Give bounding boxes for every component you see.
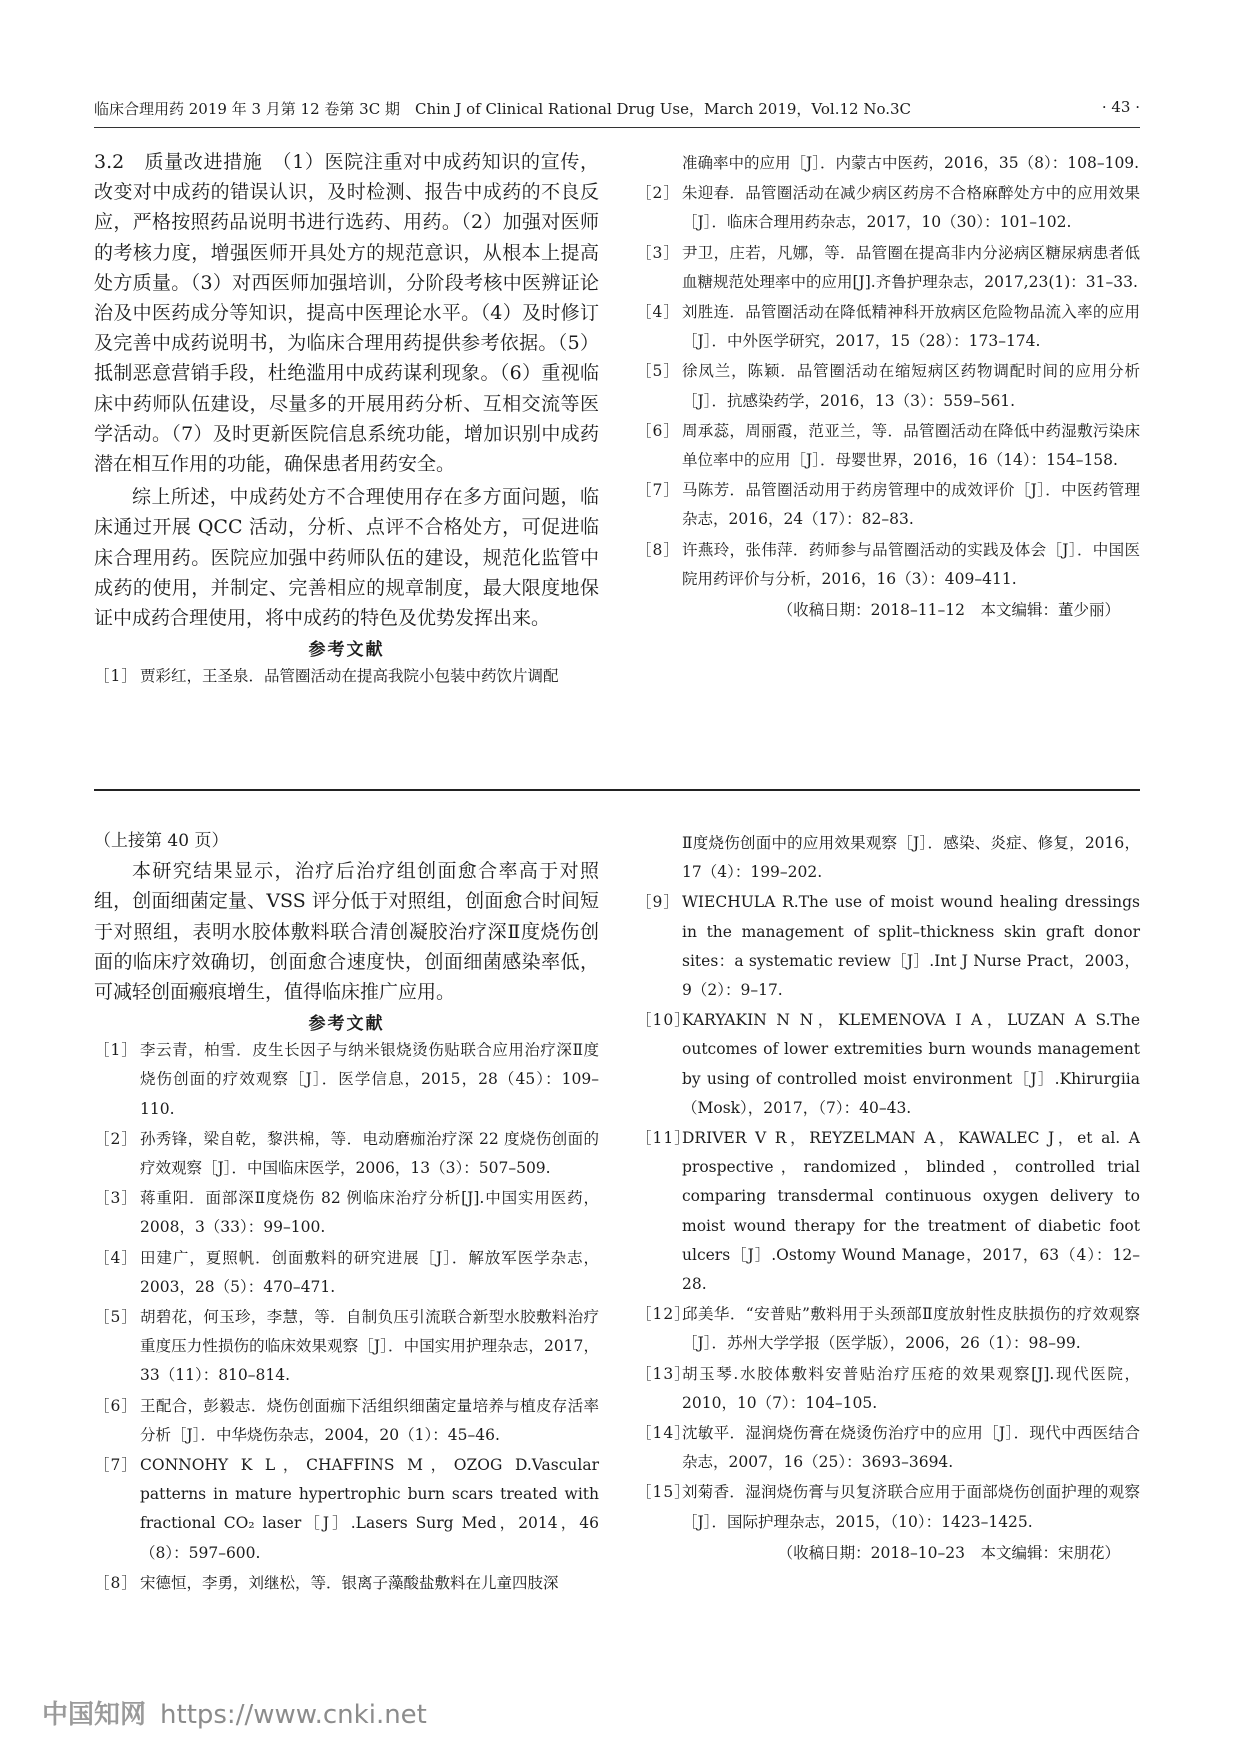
reference-text: DRIVER V R，REYZELMAN A，KAWALEC J，et al. A prospective，randomized，blinded，controlled trial comparing transdermal continuous oxygen delivery to moist wound therapy for the treatment of diabetic foot ulcers［J］.Ostomy Wound Manage，2017，63（4）：12–28. [682, 1129, 1140, 1294]
reference-number: ［9］ [636, 893, 680, 912]
reference-text: 蒋重阳．面部深Ⅱ度烧伤 82 例临床治疗分析[J].中国实用医药，2008，3（33）：99–100. [140, 1189, 599, 1237]
reference-text: Ⅱ度烧伤创面中的应用效果观察［J］．感染、炎症、修复，2016，17（4）：199–202. [682, 834, 1140, 882]
reference-item [636, 1419, 1140, 1477]
top-left-column [94, 147, 599, 692]
reference-number: ［2］ [94, 1129, 138, 1148]
reference-number: ［3］ [636, 243, 680, 262]
reference-item [94, 1184, 599, 1242]
reference-item [636, 829, 1140, 887]
reference-text: 朱迎春．品管圈活动在减少病区药房不合格麻醉处方中的应用效果［J］．临床合理用药杂志，2017，10（30）：101–102. [682, 184, 1140, 232]
reference-number: ［7］ [636, 481, 680, 500]
reference-item [94, 1392, 599, 1450]
bottom-right-column [636, 829, 1140, 1567]
references-heading: 参考文献 [308, 640, 385, 661]
reference-number: ［1］ [94, 667, 138, 686]
cnki-brand: 中国知网 [42, 1700, 147, 1730]
reference-item [94, 1451, 599, 1568]
reference-text: 胡玉琴.水胶体敷料安普贴治疗压疮的效果观察[J].现代医院，2010，10（7）：104–105. [682, 1364, 1140, 1412]
reference-item [636, 536, 1140, 594]
reference-text: 刘菊香．湿润烧伤膏与贝复济联合应用于面部烧伤创面护理的观察［J］．国际护理杂志，2015，（10）：1423–1425. [682, 1483, 1140, 1531]
reference-number: ［5］ [636, 362, 680, 381]
reference-list [94, 1036, 599, 1598]
journal-citation: 临床合理用药 2019 年 3 月第 12 卷第 3C 期 Chin J of Clinical Rational Drug Use，March 2019，Vol.12 No.3C [94, 100, 912, 118]
reference-number: ［2］ [636, 184, 680, 203]
reference-number: ［6］ [94, 1396, 138, 1415]
reference-number: ［14］ [636, 1424, 691, 1443]
reference-number: ［1］ [94, 1041, 138, 1060]
received-date: （收稿日期：2018–10–23 本文编辑：宋朋花） [777, 1543, 1120, 1562]
reference-item [94, 1569, 599, 1598]
reference-item [636, 239, 1140, 297]
reference-number: ［3］ [94, 1189, 138, 1208]
reference-number: ［10］ [636, 1011, 691, 1030]
running-header [94, 98, 1140, 122]
top-right-column [636, 149, 1140, 624]
reference-text: 孙秀锋，梁自乾，黎洪棉，等．电动磨痂治疗深 22 度烧伤创面的疗效观察［J］．中国临床医学，2006，13（3）：507–509. [140, 1129, 599, 1178]
reference-item [94, 1125, 599, 1183]
reference-text: 许燕玲，张伟萍．药师参与品管圈活动的实践及体会［J］．中国医院用药评价与分析，2016，16（3）：409–411. [682, 540, 1140, 588]
page-number: · 43 · [1101, 98, 1140, 116]
reference-text: 王配合，彭毅志．烧伤创面痂下活组织细菌定量培养与植皮存活率分析［J］．中华烧伤杂志，2004，20（1）：45–46. [140, 1396, 599, 1444]
received-date: （收稿日期：2018–11–12 本文编辑：董少丽） [777, 601, 1120, 620]
reference-item [94, 1303, 599, 1391]
reference-text: 沈敏平．湿润烧伤膏在烧烫伤治疗中的应用［J］．现代中西医结合杂志，2007，16（25）：3693–3694. [682, 1424, 1140, 1472]
reference-text: 马陈芳．品管圈活动用于药房管理中的成效评价［J］．中医药管理杂志，2016，24（17）：82–83. [682, 481, 1140, 529]
reference-item [636, 417, 1140, 475]
reference-item [636, 1300, 1140, 1358]
bottom-left-column [94, 826, 599, 1599]
reference-item [636, 149, 1140, 178]
section-paragraph [94, 147, 599, 479]
reference-item [636, 179, 1140, 237]
reference-text: 田建广，夏照帆．创面敷料的研究进展［J］．解放军医学杂志，2003，28（5）：470–471. [140, 1248, 599, 1296]
references-heading: 参考文献 [308, 1014, 385, 1035]
reference-number: ［5］ [94, 1308, 138, 1327]
reference-text: 准确率中的应用［J］．内蒙古中医药，2016，35（8）：108–109. [682, 154, 1140, 172]
cnki-url[interactable]: https://www.cnki.net [160, 1700, 427, 1730]
article-divider [94, 789, 1140, 791]
reference-text: CONNOHY K L，CHAFFINS M，OZOG D.Vascular patterns in mature hypertrophic burn scars treated with fractional CO₂ laser［J］.Lasers Surg Med，2014，46（8）：597–600. [140, 1456, 599, 1562]
reference-text: WIECHULA R.The use of moist wound healing dressings in the management of split–thickness skin graft donor sites：a systematic review［J］.Int J Nurse Pract，2003，9（2）：9–17. [682, 893, 1140, 1000]
reference-text: KARYAKIN N N，KLEMENOVA I A，LUZAN A S.The outcomes of lower extremities burn wounds management by using of controlled moist environment［J］.Khirurgiia（Mosk），2017，（7）：40–43. [682, 1011, 1140, 1117]
reference-text: 徐凤兰，陈颖．品管圈活动在缩短病区药物调配时间的应用分析［J］．抗感染药学，2016，13（3）：559–561. [682, 362, 1140, 410]
reference-text: 宋德恒，李勇，刘继松，等．银离子藻酸盐敷料在儿童四肢深 [140, 1573, 559, 1592]
reference-number: ［7］ [94, 1456, 138, 1475]
reference-list [636, 829, 1140, 1537]
conclusion-paragraph: 本研究结果显示，治疗后治疗组创面愈合率高于对照组，创面细菌定量、VSS 评分低于对照组，创面愈合时间短于对照组，表明水胶体敷料联合清创凝胶治疗深Ⅱ度烧伤创面的临床疗效确切，创面愈合速度快，创面细菌感染率低，可减轻创面瘢痕增生，值得临床推广应用。 [94, 860, 599, 1004]
reference-item [94, 1244, 599, 1302]
reference-number: ［4］ [636, 303, 680, 322]
reference-number: ［12］ [636, 1305, 691, 1324]
reference-number: ［4］ [94, 1248, 138, 1267]
reference-text: 胡碧花，何玉珍，李慧，等．自制负压引流联合新型水胶敷料治疗重度压力性损伤的临床效果观察［J］．中国实用护理杂志，2017，33（11）：810–814. [140, 1308, 599, 1385]
reference-item [636, 476, 1140, 534]
reference-number: ［11］ [636, 1129, 691, 1148]
reference-item [94, 662, 599, 691]
reference-number: ［8］ [636, 540, 680, 559]
reference-text: 尹卫，庄若，凡娜，等．品管圈在提高非内分泌病区糖尿病患者低血糖规范处理率中的应用[J].齐鲁护理杂志，2017,23(1)：31–33. [682, 243, 1140, 291]
reference-list [94, 662, 599, 691]
cnki-watermark [42, 1694, 427, 1731]
reference-item [636, 1006, 1140, 1123]
reference-item [636, 1478, 1140, 1536]
header-rule [94, 127, 1140, 128]
continued-note: （上接第 40 页） [94, 831, 229, 851]
reference-list [636, 149, 1140, 594]
reference-text: 刘胜连．品管圈活动在降低精神科开放病区危险物品流入率的应用［J］．中外医学研究，2017，15（28）：173–174. [682, 303, 1140, 351]
reference-number: ［15］ [636, 1483, 691, 1502]
reference-number: ［13］ [636, 1364, 691, 1383]
reference-text: 周承蕊，周丽霞，范亚兰，等．品管圈活动在降低中药湿敷污染床单位率中的应用［J］．母婴世界，2016，16（14）：154–158. [682, 421, 1140, 470]
reference-item [636, 888, 1140, 1005]
reference-item [94, 1036, 599, 1124]
reference-number: ［8］ [94, 1573, 138, 1592]
section-heading: 3.2 质量改进措施 [94, 151, 263, 173]
reference-item [636, 298, 1140, 356]
reference-item [636, 357, 1140, 415]
conclusion-paragraph: 综上所述，中成药处方不合理使用存在多方面问题，临床通过开展 QCC 活动，分析、点评不合格处方，可促进临床合理用药。医院应加强中药师队伍的建设，规范化监管中成药的使用，并制定、完善相应的规章制度，最大限度地保证中成药合理使用，将中成药的特色及优势发挥出来。 [94, 486, 599, 630]
reference-number: ［6］ [636, 421, 680, 440]
reference-text: 贾彩红，王圣泉．品管圈活动在提高我院小包装中药饮片调配 [140, 667, 559, 686]
reference-item [636, 1124, 1140, 1299]
reference-text: 邱美华．“安普贴”敷料用于头颈部Ⅱ度放射性皮肤损伤的疗效观察［J］．苏州大学学报（医学版），2006，26（1）：98–99. [682, 1305, 1140, 1353]
section-text: （1）医院注重对中成药知识的宣传，改变对中成药的错误认识，及时检测、报告中成药的不良反应，严格按照药品说明书进行选药、用药。（2）加强对医师的考核力度，增强医师开具处方的规范意识，从根本上提高处方质量。（3）对西医师加强培训，分阶段考核中医辨证论治及中医药成分等知识，提高中医理论水平。（4）及时修订及完善中成药说明书，为临床合理用药提供参考依据。（5）抵制恶意营销手段，杜绝滥用中成药谋利现象。（6）重视临床中药师队伍建设，尽量多的开展用药分析、互相交流等医学活动。（7）及时更新医院信息系统功能，增加识别中成药潜在相互作用的功能，确保患者用药安全。 [94, 151, 600, 476]
reference-item [636, 1360, 1140, 1418]
reference-text: 李云青，柏雪．皮生长因子与纳米银烧烫伤贴联合应用治疗深Ⅱ度烧伤创面的疗效观察［J］．医学信息，2015，28（45）：109–110. [140, 1041, 599, 1118]
